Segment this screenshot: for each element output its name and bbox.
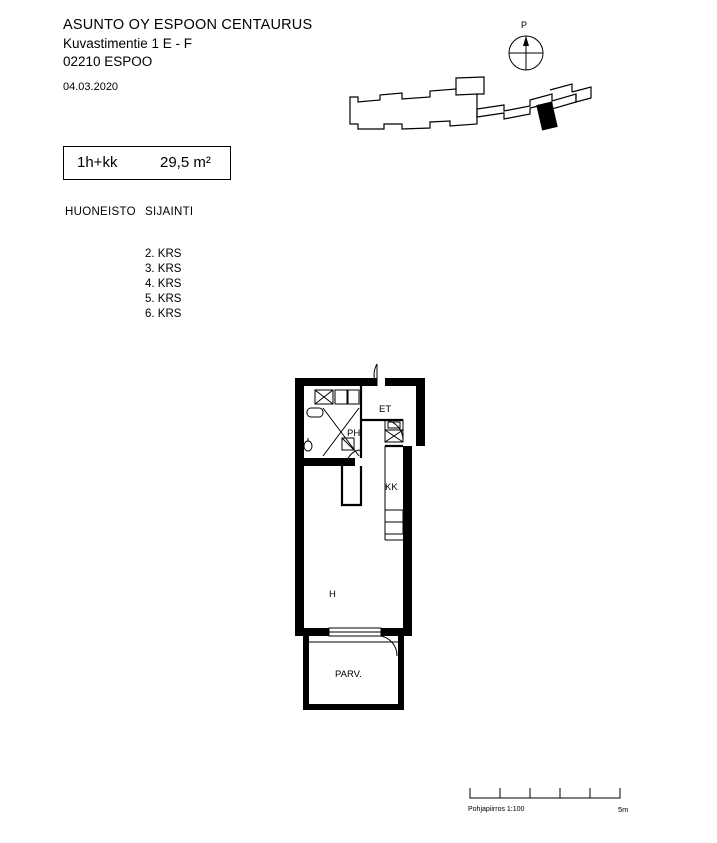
document-date: 04.03.2020 [63, 81, 119, 93]
table-header-location: SIJAINTI [145, 206, 194, 218]
apartment-floor-plan [285, 360, 445, 710]
city-address: 02210 ESPOO [63, 54, 153, 69]
room-label-h: H [329, 589, 336, 600]
room-label-et: ET [379, 404, 392, 415]
room-label-parv: PARV. [335, 669, 362, 680]
area-summary-box [63, 146, 231, 180]
company-title: ASUNTO OY ESPOON CENTAURUS [63, 17, 313, 33]
table-header-apartment: HUONEISTO [65, 206, 136, 218]
table-row: 4. KRS [145, 278, 182, 290]
compass-north-label: P [521, 20, 528, 30]
table-row: 5. KRS [145, 293, 182, 305]
site-plan-diagram [344, 72, 602, 150]
table-row: 2. KRS [145, 248, 182, 260]
scale-bar-graphic [468, 786, 643, 820]
table-row: 3. KRS [145, 263, 182, 275]
table-row: 6. KRS [145, 308, 182, 320]
apartment-area-label: 29,5 m² [160, 154, 211, 171]
location-table-header [65, 206, 193, 218]
scale-caption: Pohjapiirros 1:100 [468, 806, 525, 813]
scale-right-label: 5m [618, 805, 629, 814]
room-label-ph: PH [347, 428, 361, 439]
room-label-kk: KK [385, 482, 398, 493]
location-table-rows [145, 247, 181, 322]
street-address: Kuvastimentie 1 E - F [63, 36, 193, 51]
compass-north-icon [507, 34, 545, 72]
apartment-type-label: 1h+kk [77, 154, 118, 171]
